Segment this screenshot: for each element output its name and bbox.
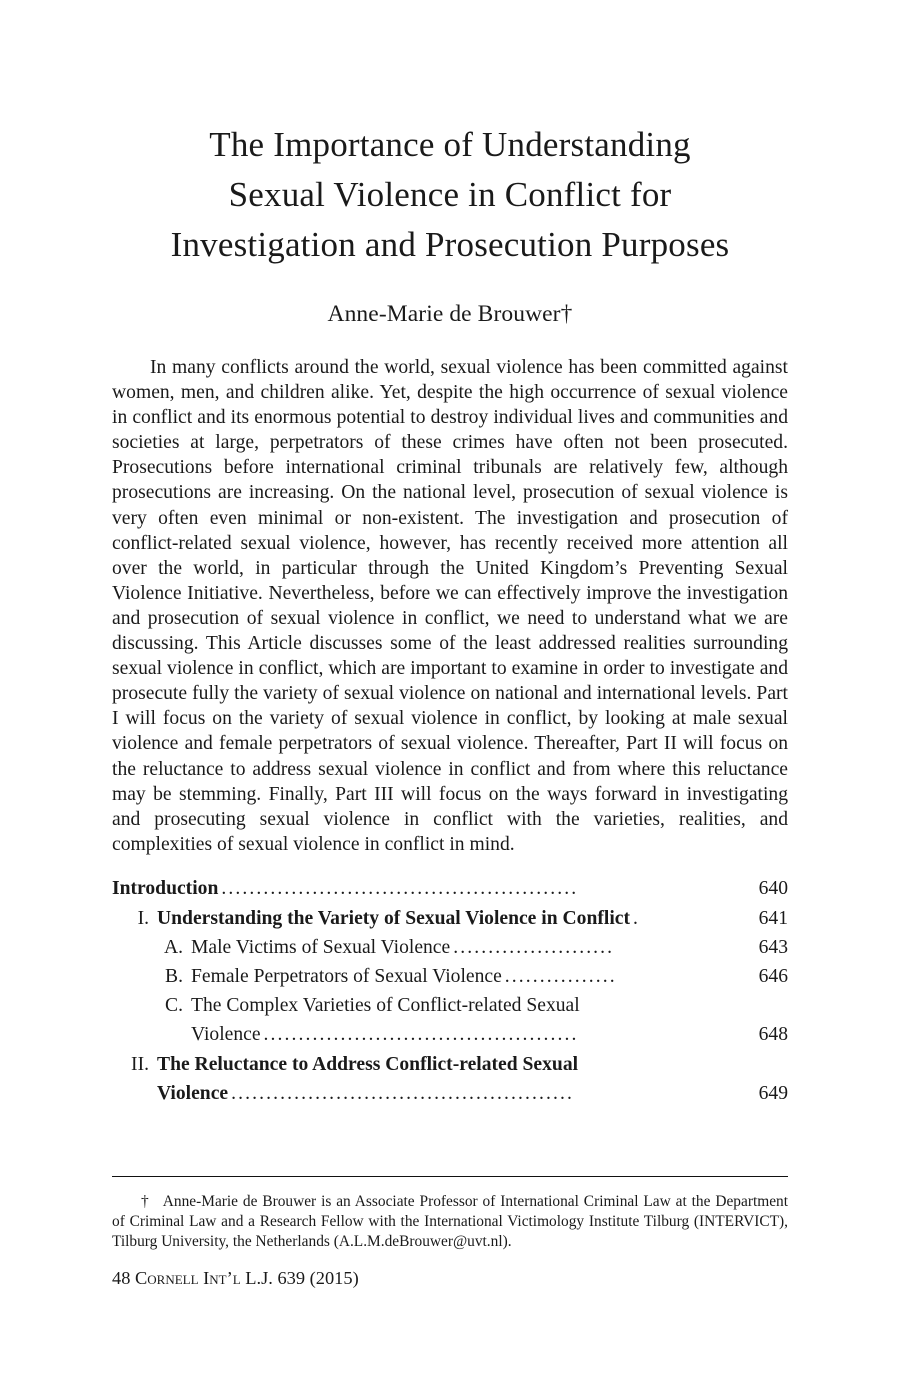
toc-entry-body [191, 993, 736, 1018]
table-of-contents [112, 876, 788, 1106]
title-line-3: Investigation and Prosecution Purposes [170, 225, 730, 264]
toc-page-number: 643 [758, 936, 788, 958]
toc-label-continued: Violence [191, 1024, 261, 1046]
citation-year: (2015) [309, 1267, 359, 1288]
title-line-1: The Importance of Understanding [209, 125, 691, 164]
toc-leader-dots: ....................... [453, 936, 615, 958]
toc-leader-dots: ............................................. [263, 1024, 579, 1046]
toc-entry-section-c[interactable] [112, 993, 788, 1018]
footnote-area [112, 1176, 788, 1289]
toc-label: Introduction [112, 878, 219, 900]
toc-label-continued: Violence [157, 1082, 229, 1104]
citation-journal-abbrev: L.J. [245, 1267, 273, 1288]
toc-entry-section-a[interactable] [112, 935, 788, 960]
toc-page-number: 641 [758, 907, 788, 929]
page-content [112, 120, 788, 1110]
toc-label: Understanding the Variety of Sexual Violence in Conflict [157, 907, 630, 929]
toc-label: Male Victims of Sexual Violence [191, 936, 451, 958]
toc-page-number: 649 [758, 1082, 788, 1104]
title-line-2: Sexual Violence in Conflict for [228, 175, 672, 214]
toc-page-number: 646 [758, 966, 788, 988]
toc-entry-body [191, 964, 736, 989]
toc-leader-dots: . [633, 907, 640, 929]
toc-entry-body [157, 906, 736, 931]
toc-leader-dots: ................................................... [221, 878, 579, 900]
abstract-paragraph: In many conflicts around the world, sexual violence has been committed against women, men, and children alike. Yet, despite the high occurrence of sexual violence in conflict and its enormous potential to destroy individual lives and communities and societies at large, perpetrators of these crimes have often not been prosecuted. Prosecutions before international criminal tribunals are relatively few, although prosecutions are increasing. On the national level, prosecution of sexual violence is very often even minimal or non-existent. The investigation and prosecution of conflict-related sexual violence, however, has recently received more attention all over the world, in particular through the United Kingdom’s Preventing Sexual Violence Initiative. Nevertheless, before we can effectively improve the investigation and prosecution of sexual violence in conflict, we need to understand what we are discussing. This Article discusses some of the least addressed realities surrounding sexual violence in conflict, which are important to examine in order to investigate and prosecute fully the variety of sexual violence on national and international levels. Part I will focus on the variety of sexual violence in conflict, by looking at male sexual violence and female perpetrators of sexual violence. Thereafter, Part II will focus on the reluctance to address sexual violence in conflict and from where this reluctance may be stemming. Finally, Part III will focus on the ways forward in investigating and prosecuting sexual violence in conflict with the varieties, realities, and complexities of sexual violence in conflict in mind. [112, 357, 788, 855]
toc-leader-dots: ................................................. [231, 1082, 575, 1104]
author-byline: Anne-Marie de Brouwer† [327, 301, 573, 327]
toc-number: II. [131, 1053, 149, 1075]
toc-entry-body [112, 876, 736, 901]
footnote-text [112, 1192, 788, 1251]
toc-entry-body [157, 1052, 736, 1077]
footnote-marker-dagger: † [140, 1193, 150, 1211]
citation-journal-name: Cornell Int’l [135, 1267, 241, 1288]
toc-entry-body [157, 1081, 736, 1106]
footnote-separator-rule [112, 1176, 788, 1177]
citation-volume: 48 [112, 1267, 131, 1288]
toc-entry-part-ii[interactable] [112, 1052, 788, 1077]
toc-label: The Complex Varieties of Conflict-related Sexual [191, 995, 580, 1017]
citation-first-page: 639 [277, 1267, 306, 1288]
toc-label: Female Perpetrators of Sexual Violence [191, 966, 502, 988]
page-title [112, 120, 788, 270]
toc-label: The Reluctance to Address Conflict-related Sexual [157, 1053, 579, 1075]
toc-entry-body [191, 1022, 736, 1047]
toc-number: C. [165, 995, 183, 1017]
toc-entry-part-ii-continuation[interactable] [112, 1081, 788, 1106]
toc-entry-section-b[interactable] [112, 964, 788, 989]
footnote-body: Anne-Marie de Brouwer is an Associate Professor of International Criminal Law at the Department of Criminal Law and a Research Fellow with the International Victimology Institute Tilburg (INTERVICT), Tilburg University, the Netherlands (A.L.M.deBrouwer@uvt.nl). [112, 1193, 788, 1250]
toc-page-number: 640 [758, 878, 788, 900]
toc-entry-part-i[interactable] [112, 906, 788, 931]
toc-number: A. [163, 936, 183, 958]
journal-citation [112, 1267, 788, 1289]
toc-number: I. [137, 907, 149, 929]
toc-entry-body [191, 935, 736, 960]
toc-page-number: 648 [758, 1024, 788, 1046]
toc-leader-dots: ................ [504, 966, 617, 988]
toc-entry-section-c-continuation[interactable] [112, 1022, 788, 1047]
toc-number: B. [165, 966, 183, 988]
toc-entry-introduction[interactable] [112, 876, 788, 901]
